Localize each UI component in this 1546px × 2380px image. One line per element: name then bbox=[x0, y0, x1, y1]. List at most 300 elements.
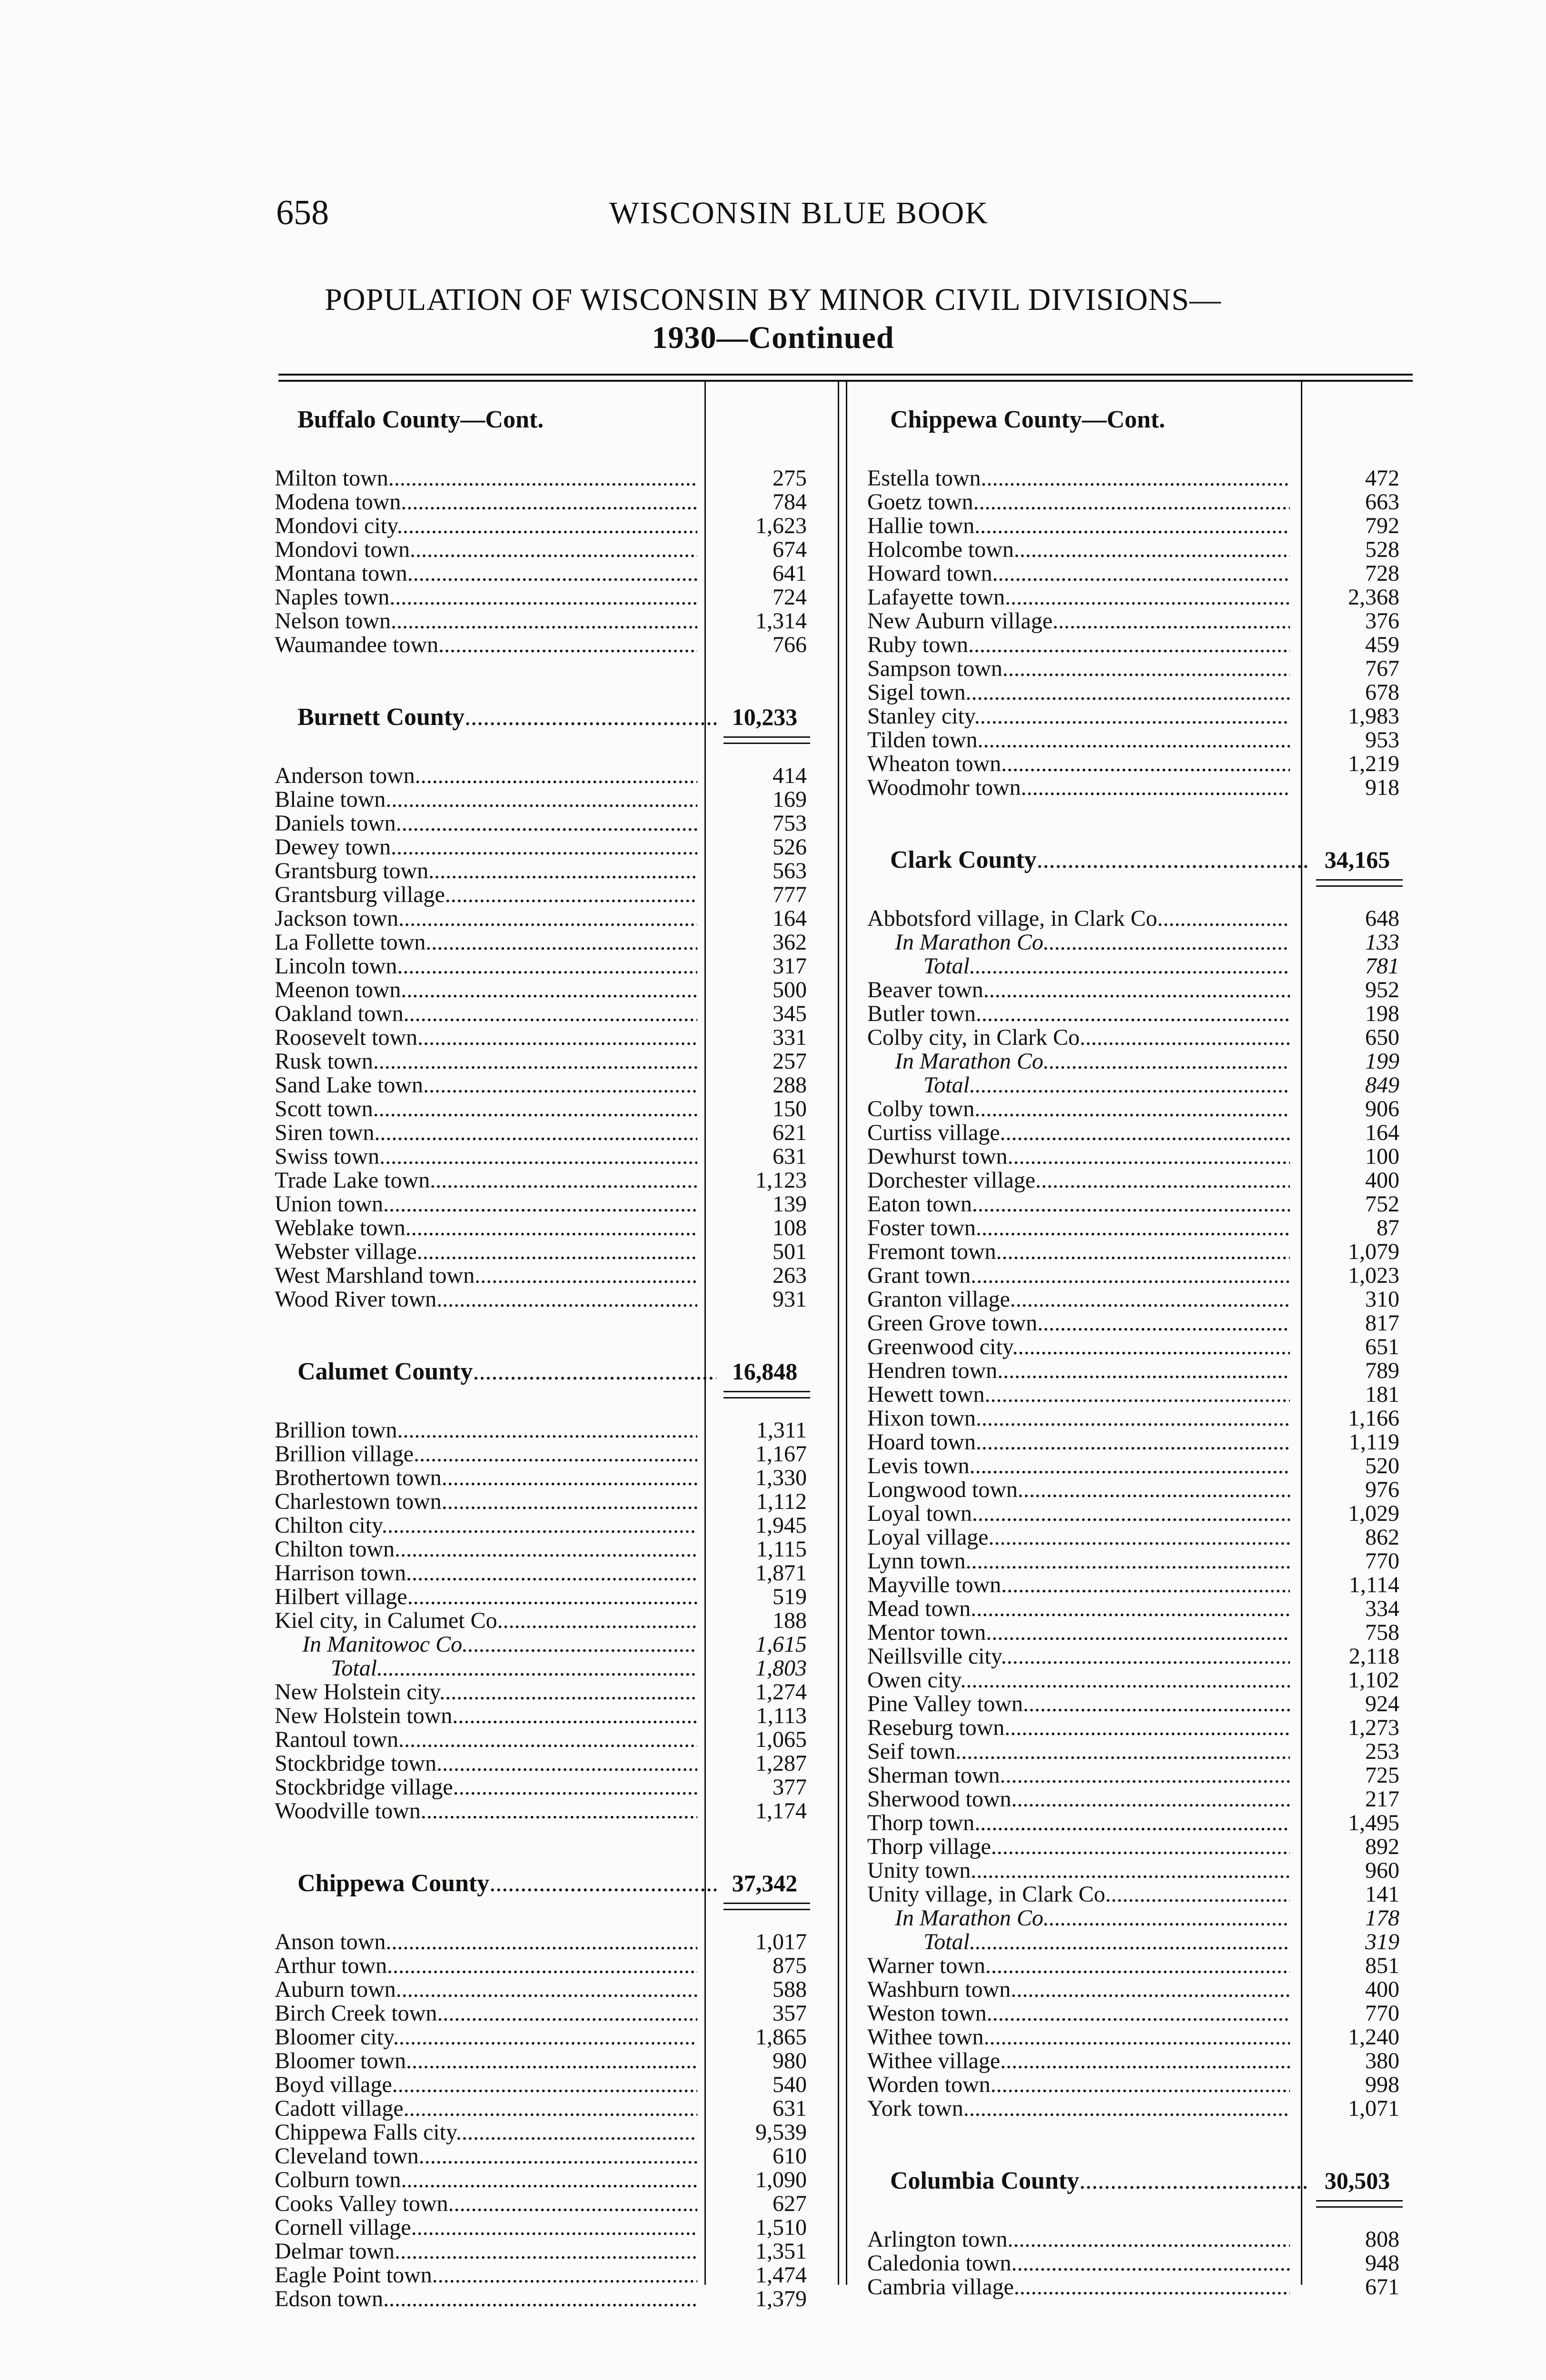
population-value: 728 bbox=[1365, 561, 1399, 586]
table-row bbox=[862, 1145, 1411, 1169]
table-row bbox=[862, 585, 1411, 609]
table-row bbox=[862, 1311, 1411, 1335]
division-name: Trade Lake town ..... bbox=[275, 1169, 697, 1192]
population-value: 724 bbox=[773, 585, 807, 610]
population-value: 674 bbox=[773, 537, 807, 562]
table-row bbox=[862, 1502, 1411, 1526]
division-name: Modena town ..... bbox=[275, 490, 697, 514]
division-name: Cleveland town ..... bbox=[275, 2144, 697, 2168]
division-name: Mondovi city ..... bbox=[275, 514, 697, 538]
division-name: Siren town ..... bbox=[275, 1121, 697, 1145]
population-value: 1,311 bbox=[756, 1418, 807, 1443]
table-row bbox=[269, 1097, 819, 1121]
division-name: Woodmohr town ..... bbox=[867, 776, 1290, 800]
division-name: Curtiss village ..... bbox=[867, 1121, 1290, 1145]
table-row bbox=[862, 1930, 1411, 1954]
county-name: Chippewa County ..... bbox=[297, 1869, 716, 1897]
table-row bbox=[269, 1216, 819, 1240]
county-rows bbox=[862, 466, 1411, 800]
division-name: Goetz town ..... bbox=[867, 490, 1290, 514]
division-name: Delmar town ..... bbox=[275, 2240, 697, 2263]
table-row bbox=[862, 2251, 1411, 2275]
table-row bbox=[862, 704, 1411, 728]
county-header bbox=[862, 405, 1411, 466]
division-name: Anderson town ..... bbox=[275, 764, 697, 788]
division-name: Naples town ..... bbox=[275, 585, 697, 609]
division-name: Mentor town ..... bbox=[867, 1621, 1290, 1645]
population-value: 918 bbox=[1365, 775, 1399, 800]
division-name: Milton town ..... bbox=[275, 466, 697, 490]
table-row bbox=[269, 2192, 819, 2216]
population-value: 849 bbox=[1365, 1072, 1399, 1098]
division-name: Wood River town ..... bbox=[275, 1288, 697, 1311]
county-block bbox=[269, 702, 819, 1311]
division-name: Mead town ..... bbox=[867, 1597, 1290, 1621]
division-name: Roosevelt town ..... bbox=[275, 1026, 697, 1050]
table-row bbox=[862, 1335, 1411, 1359]
table-row bbox=[862, 1240, 1411, 1264]
table-row bbox=[862, 1787, 1411, 1811]
table-row bbox=[862, 2228, 1411, 2251]
division-name: Cambria village ..... bbox=[867, 2275, 1290, 2299]
division-name: Green Grove town ..... bbox=[867, 1311, 1290, 1335]
division-name: Withee village ..... bbox=[867, 2049, 1290, 2073]
table-row bbox=[862, 1097, 1411, 1121]
table-row bbox=[269, 1775, 819, 1799]
population-value: 1,167 bbox=[755, 1441, 807, 1467]
table-row bbox=[862, 633, 1411, 657]
population-value: 862 bbox=[1365, 1525, 1399, 1550]
division-name: Waumandee town ..... bbox=[275, 633, 697, 657]
county-name: Chippewa County—Cont. bbox=[890, 406, 1165, 433]
table-row bbox=[269, 2240, 819, 2263]
population-value: 931 bbox=[773, 1287, 807, 1312]
population-value: 808 bbox=[1365, 2227, 1399, 2252]
population-value: 164 bbox=[1365, 1120, 1399, 1145]
population-value: 1,114 bbox=[1348, 1572, 1399, 1597]
division-name: Harrison town ..... bbox=[275, 1561, 697, 1585]
population-value: 1,115 bbox=[756, 1537, 807, 1562]
division-name: Mayville town ..... bbox=[867, 1573, 1290, 1597]
division-name: Bloomer city ..... bbox=[275, 2025, 697, 2049]
population-value: 540 bbox=[773, 2072, 807, 2097]
page-number: 658 bbox=[276, 193, 329, 232]
population-value: 1,945 bbox=[755, 1513, 807, 1538]
table-row bbox=[862, 657, 1411, 681]
population-value: 1,287 bbox=[755, 1751, 807, 1776]
division-name: Woodville town ..... bbox=[275, 1799, 697, 1823]
county-total: 37,342 bbox=[732, 1870, 798, 1896]
population-value: 331 bbox=[773, 1025, 807, 1050]
table-row bbox=[269, 2121, 819, 2144]
table-row bbox=[862, 2073, 1411, 2097]
division-name: Chilton town ..... bbox=[275, 1537, 697, 1561]
population-value: 345 bbox=[773, 1001, 807, 1026]
population-value: 459 bbox=[1365, 632, 1399, 657]
county-total: 30,503 bbox=[1324, 2167, 1390, 2194]
division-name: Eaton town ..... bbox=[867, 1192, 1290, 1216]
division-name: Cadott village ..... bbox=[275, 2097, 697, 2121]
population-value: 108 bbox=[773, 1215, 807, 1240]
division-name: Tilden town ..... bbox=[867, 728, 1290, 752]
division-name: In Manitowoc Co. ..... bbox=[302, 1633, 697, 1656]
population-value: 631 bbox=[773, 2096, 807, 2121]
division-name: Lafayette town ..... bbox=[867, 585, 1290, 609]
population-value: 1,102 bbox=[1348, 1667, 1399, 1693]
population-value: 906 bbox=[1365, 1096, 1399, 1121]
population-value: 317 bbox=[773, 953, 807, 979]
population-value: 621 bbox=[773, 1120, 807, 1145]
county-header bbox=[269, 405, 819, 466]
county-name: Calumet County ..... bbox=[297, 1358, 716, 1386]
division-name: Chilton city ..... bbox=[275, 1514, 697, 1537]
population-value: 980 bbox=[773, 2048, 807, 2073]
population-value: 781 bbox=[1365, 953, 1399, 979]
table-row bbox=[269, 2168, 819, 2192]
county-rows bbox=[269, 764, 819, 1311]
division-name: Stanley city ..... bbox=[867, 704, 1290, 728]
population-value: 1,079 bbox=[1348, 1239, 1399, 1264]
division-name: Grantsburg village ..... bbox=[275, 883, 697, 907]
table-row bbox=[269, 788, 819, 812]
table-row bbox=[269, 764, 819, 788]
table-row bbox=[269, 1656, 819, 1680]
population-value: 1,090 bbox=[755, 2167, 807, 2192]
population-value: 414 bbox=[773, 763, 807, 788]
table-row bbox=[862, 609, 1411, 633]
division-name: Thorp village ..... bbox=[867, 1835, 1290, 1859]
population-value: 217 bbox=[1365, 1786, 1399, 1812]
table-row bbox=[862, 1859, 1411, 1883]
table-row bbox=[269, 490, 819, 514]
table-row bbox=[862, 907, 1411, 931]
table-row bbox=[862, 1002, 1411, 1026]
division-name: Stockbridge town ..... bbox=[275, 1752, 697, 1775]
division-name: Arthur town ..... bbox=[275, 1954, 697, 1978]
table-title-line2: 1930—Continued bbox=[652, 320, 894, 355]
table-row bbox=[269, 1561, 819, 1585]
table-row bbox=[862, 1906, 1411, 1930]
population-value: 641 bbox=[773, 561, 807, 586]
population-value: 753 bbox=[773, 811, 807, 836]
population-value: 663 bbox=[1365, 489, 1399, 515]
division-name: Rantoul town ..... bbox=[275, 1728, 697, 1752]
table-row bbox=[269, 1537, 819, 1561]
population-value: 650 bbox=[1365, 1025, 1399, 1050]
division-name: Granton village ..... bbox=[867, 1288, 1290, 1311]
population-value: 924 bbox=[1365, 1691, 1399, 1716]
table-row bbox=[269, 466, 819, 490]
population-value: 892 bbox=[1365, 1834, 1399, 1859]
population-value: 766 bbox=[773, 632, 807, 657]
division-name: Owen city ..... bbox=[867, 1668, 1290, 1692]
population-value: 1,119 bbox=[1348, 1429, 1399, 1455]
table-row bbox=[862, 562, 1411, 585]
county-rows bbox=[862, 2228, 1411, 2299]
division-name: Foster town ..... bbox=[867, 1216, 1290, 1240]
population-value: 164 bbox=[773, 906, 807, 931]
table-row bbox=[269, 1954, 819, 1978]
table-row bbox=[862, 2275, 1411, 2299]
population-value: 758 bbox=[1365, 1620, 1399, 1645]
division-name: Brillion village ..... bbox=[275, 1442, 697, 1466]
table-row bbox=[862, 1811, 1411, 1835]
table-row bbox=[862, 728, 1411, 752]
division-name: Auburn town ..... bbox=[275, 1978, 697, 2002]
table-row bbox=[269, 931, 819, 954]
population-value: 198 bbox=[1365, 1001, 1399, 1026]
county-header bbox=[269, 1868, 819, 1930]
population-value: 376 bbox=[1365, 608, 1399, 634]
division-name: Beaver town ..... bbox=[867, 978, 1290, 1002]
table-row bbox=[269, 1930, 819, 1954]
total-double-rule bbox=[723, 1391, 810, 1398]
table-row bbox=[269, 609, 819, 633]
division-name: Swiss town ..... bbox=[275, 1145, 697, 1169]
population-value: 150 bbox=[773, 1096, 807, 1121]
table-title bbox=[0, 281, 1546, 357]
population-value: 1,871 bbox=[755, 1560, 807, 1586]
division-name: Nelson town ..... bbox=[275, 609, 697, 633]
population-value: 1,510 bbox=[755, 2215, 807, 2240]
table-row bbox=[269, 1514, 819, 1537]
division-name: Wheaton town ..... bbox=[867, 752, 1290, 776]
population-value: 377 bbox=[773, 1775, 807, 1800]
county-rows bbox=[269, 1418, 819, 1823]
population-value: 948 bbox=[1365, 2251, 1399, 2276]
division-name: Jackson town ..... bbox=[275, 907, 697, 931]
table-row bbox=[269, 1192, 819, 1216]
division-name: Sampson town ..... bbox=[867, 657, 1290, 681]
division-name: Hendren town ..... bbox=[867, 1359, 1290, 1383]
table-row bbox=[269, 1145, 819, 1169]
population-value: 188 bbox=[773, 1608, 807, 1633]
division-name: Total ..... bbox=[923, 954, 1290, 978]
division-name: Hewett town ..... bbox=[867, 1383, 1290, 1407]
population-value: 1,615 bbox=[755, 1632, 807, 1657]
division-name: Cooks Valley town ..... bbox=[275, 2192, 697, 2216]
population-value: 141 bbox=[1365, 1882, 1399, 1907]
table-row bbox=[862, 1597, 1411, 1621]
population-value: 651 bbox=[1365, 1334, 1399, 1359]
division-name: Boyd village ..... bbox=[275, 2073, 697, 2097]
table-row bbox=[269, 1264, 819, 1288]
population-value: 1,379 bbox=[755, 2286, 807, 2311]
population-value: 777 bbox=[773, 882, 807, 907]
table-row bbox=[862, 2049, 1411, 2073]
table-row bbox=[269, 538, 819, 562]
division-name: Hallie town ..... bbox=[867, 514, 1290, 538]
population-value: 181 bbox=[1365, 1382, 1399, 1407]
population-value: 334 bbox=[1365, 1596, 1399, 1621]
table-row bbox=[269, 2263, 819, 2287]
division-name: Brothertown town ..... bbox=[275, 1466, 697, 1490]
division-name: In Marathon Co. ..... bbox=[895, 1050, 1290, 1073]
right-column bbox=[862, 405, 1411, 2299]
population-value: 998 bbox=[1365, 2072, 1399, 2097]
population-value: 784 bbox=[773, 489, 807, 515]
population-value: 2,118 bbox=[1348, 1644, 1399, 1669]
division-name: York town ..... bbox=[867, 2097, 1290, 2121]
division-name: West Marshland town ..... bbox=[275, 1264, 697, 1288]
population-value: 1,017 bbox=[755, 1929, 807, 1954]
population-value: 100 bbox=[1365, 1144, 1399, 1169]
table-row bbox=[862, 1383, 1411, 1407]
population-value: 1,474 bbox=[755, 2262, 807, 2288]
division-name: Dorchester village ..... bbox=[867, 1169, 1290, 1192]
division-name: Scott town ..... bbox=[275, 1097, 697, 1121]
table-row bbox=[269, 1466, 819, 1490]
table-row bbox=[269, 2073, 819, 2097]
division-name: La Follette town ..... bbox=[275, 931, 697, 954]
division-name: Colburn town ..... bbox=[275, 2168, 697, 2192]
division-name: Rusk town ..... bbox=[275, 1050, 697, 1073]
population-value: 288 bbox=[773, 1072, 807, 1098]
division-name: Edson town ..... bbox=[275, 2287, 697, 2311]
population-value: 1,330 bbox=[755, 1465, 807, 1490]
population-value: 472 bbox=[1365, 466, 1399, 491]
county-name: Buffalo County—Cont. bbox=[297, 406, 544, 433]
population-value: 319 bbox=[1365, 1929, 1399, 1954]
division-name: Eagle Point town ..... bbox=[275, 2263, 697, 2287]
table-row bbox=[269, 1240, 819, 1264]
population-value: 528 bbox=[1365, 537, 1399, 562]
population-value: 770 bbox=[1365, 2001, 1399, 2026]
division-name: Cornell village ..... bbox=[275, 2216, 697, 2240]
division-name: Ruby town ..... bbox=[867, 633, 1290, 657]
table-row bbox=[269, 835, 819, 859]
division-name: Worden town ..... bbox=[867, 2073, 1290, 2097]
table-row bbox=[862, 954, 1411, 978]
table-row bbox=[269, 1680, 819, 1704]
population-value: 952 bbox=[1365, 977, 1399, 1002]
division-name: Weston town ..... bbox=[867, 2002, 1290, 2025]
table-row bbox=[269, 514, 819, 538]
county-rows bbox=[269, 466, 819, 657]
table-row bbox=[269, 1442, 819, 1466]
division-name: Thorp town ..... bbox=[867, 1811, 1290, 1835]
population-value: 1,623 bbox=[755, 513, 807, 538]
division-name: Oakland town ..... bbox=[275, 1002, 697, 1026]
left-column bbox=[269, 405, 819, 2311]
county-name: Burnett County ..... bbox=[297, 703, 716, 731]
division-name: Total ..... bbox=[331, 1656, 697, 1680]
population-value: 1,065 bbox=[755, 1727, 807, 1752]
table-row bbox=[862, 1026, 1411, 1050]
table-row bbox=[862, 2097, 1411, 2121]
table-row bbox=[269, 954, 819, 978]
table-row bbox=[862, 752, 1411, 776]
table-row bbox=[269, 1073, 819, 1097]
table-row bbox=[862, 1073, 1411, 1097]
population-value: 1,803 bbox=[755, 1656, 807, 1681]
table-row bbox=[269, 1026, 819, 1050]
table-row bbox=[269, 978, 819, 1002]
population-value: 253 bbox=[1365, 1739, 1399, 1764]
table-row bbox=[862, 681, 1411, 704]
table-row bbox=[269, 1585, 819, 1609]
table-row bbox=[862, 2002, 1411, 2025]
population-value: 1,495 bbox=[1348, 1810, 1399, 1835]
population-value: 380 bbox=[1365, 2048, 1399, 2073]
division-name: Blaine town ..... bbox=[275, 788, 697, 812]
division-name: Sand Lake town ..... bbox=[275, 1073, 697, 1097]
population-value: 767 bbox=[1365, 656, 1399, 681]
table-row bbox=[862, 538, 1411, 562]
population-value: 953 bbox=[1365, 727, 1399, 753]
division-name: Dewey town ..... bbox=[275, 835, 697, 859]
county-total: 16,848 bbox=[732, 1358, 798, 1385]
table-title-line1: POPULATION OF WISCONSIN BY MINOR CIVIL DIVISIONS— bbox=[325, 282, 1221, 317]
table-row bbox=[269, 1050, 819, 1073]
table-row bbox=[269, 2287, 819, 2311]
population-value: 169 bbox=[773, 787, 807, 812]
population-value: 960 bbox=[1365, 1858, 1399, 1883]
table-row bbox=[269, 2049, 819, 2073]
division-name: Meenon town ..... bbox=[275, 978, 697, 1002]
division-name: Warner town ..... bbox=[867, 1954, 1290, 1978]
table-row bbox=[862, 1478, 1411, 1502]
population-value: 752 bbox=[1365, 1191, 1399, 1217]
population-value: 199 bbox=[1365, 1049, 1399, 1074]
division-name: Dewhurst town ..... bbox=[867, 1145, 1290, 1169]
division-name: Butler town ..... bbox=[867, 1002, 1290, 1026]
table-row bbox=[862, 1549, 1411, 1573]
table-row bbox=[862, 1573, 1411, 1597]
table-row bbox=[269, 2216, 819, 2240]
table-row bbox=[269, 2025, 819, 2049]
table-row bbox=[862, 1883, 1411, 1906]
county-block bbox=[862, 845, 1411, 2121]
table-row bbox=[862, 1835, 1411, 1859]
table-row bbox=[862, 1454, 1411, 1478]
table-row bbox=[862, 931, 1411, 954]
division-name: New Holstein city ..... bbox=[275, 1680, 697, 1704]
table-row bbox=[269, 859, 819, 883]
population-value: 770 bbox=[1365, 1548, 1399, 1574]
division-name: Unity town ..... bbox=[867, 1859, 1290, 1883]
population-value: 678 bbox=[1365, 680, 1399, 705]
division-name: Union town ..... bbox=[275, 1192, 697, 1216]
division-name: Kiel city, in Calumet Co. ..... bbox=[275, 1609, 697, 1633]
table-row bbox=[269, 907, 819, 931]
table-row bbox=[862, 1050, 1411, 1073]
division-name: Seif town ..... bbox=[867, 1740, 1290, 1764]
population-value: 1,865 bbox=[755, 2024, 807, 2050]
table-row bbox=[269, 1169, 819, 1192]
table-row bbox=[862, 1978, 1411, 2002]
table-row bbox=[862, 978, 1411, 1002]
population-value: 1,112 bbox=[756, 1489, 807, 1514]
division-name: Lincoln town ..... bbox=[275, 954, 697, 978]
division-name: In Marathon Co. ..... bbox=[895, 1906, 1290, 1930]
table-row bbox=[862, 1621, 1411, 1645]
population-value: 976 bbox=[1365, 1477, 1399, 1502]
table-row bbox=[862, 1954, 1411, 1978]
table-row bbox=[862, 1526, 1411, 1549]
table-row bbox=[862, 776, 1411, 800]
county-header bbox=[862, 845, 1411, 907]
county-block bbox=[269, 1868, 819, 2311]
total-double-rule bbox=[1316, 2200, 1403, 2208]
division-name: Anson town ..... bbox=[275, 1930, 697, 1954]
population-value: 275 bbox=[773, 466, 807, 491]
table-row bbox=[862, 1359, 1411, 1383]
division-name: Hoard town ..... bbox=[867, 1430, 1290, 1454]
population-value: 257 bbox=[773, 1049, 807, 1074]
division-name: Colby city, in Clark Co. ..... bbox=[867, 1026, 1290, 1050]
division-name: Greenwood city ..... bbox=[867, 1335, 1290, 1359]
